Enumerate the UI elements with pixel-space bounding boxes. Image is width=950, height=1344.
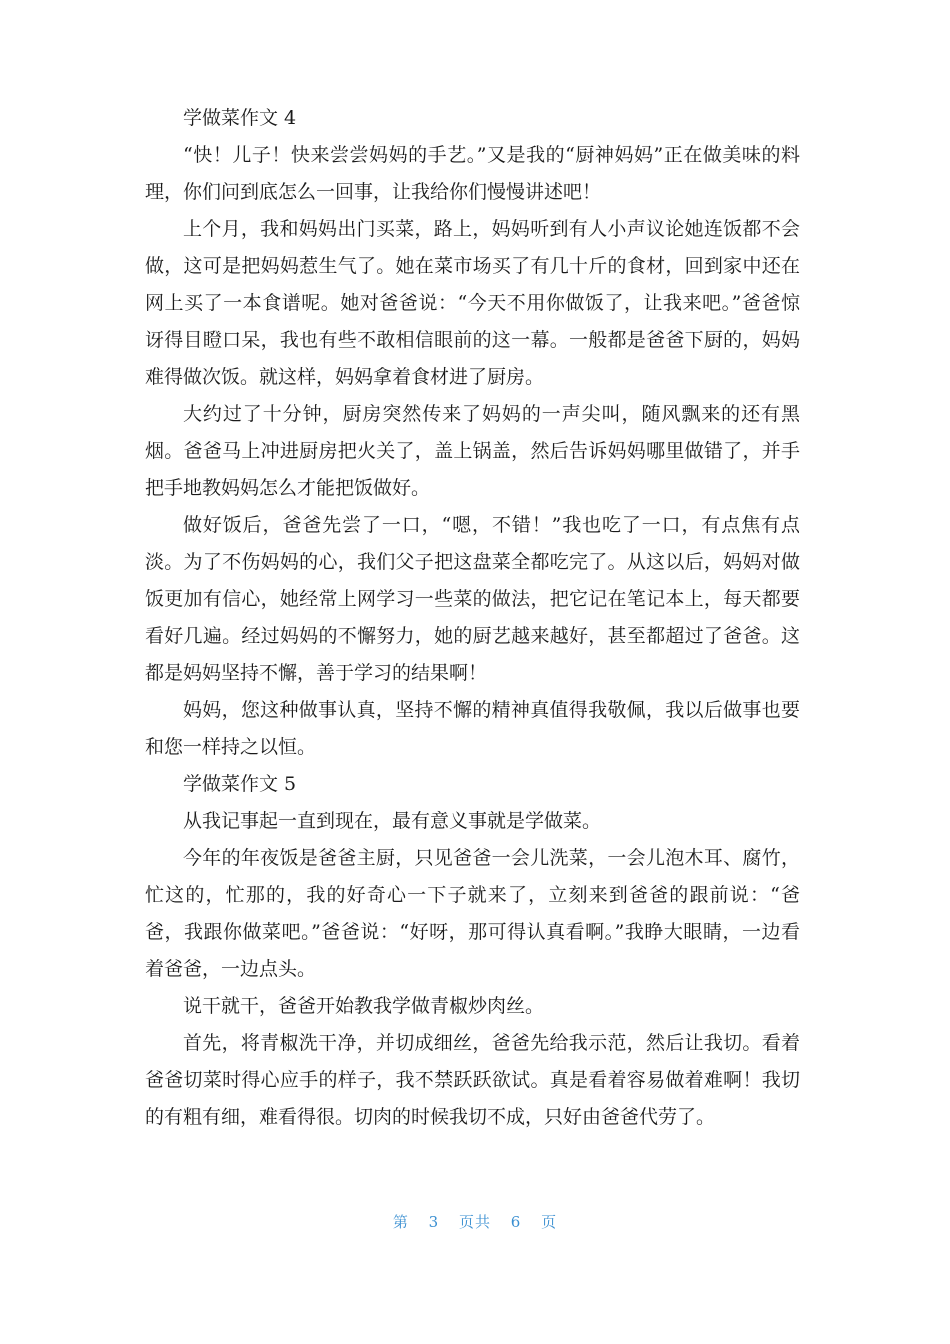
paragraph: 说干就干，爸爸开始教我学做青椒炒肉丝。 bbox=[183, 995, 545, 1017]
paragraph: 大约过了十分钟，厨房突然传来了妈妈的一声尖叫，随风飘来的还有黑烟。爸爸马上冲进厨房把火关了，盖上锅盖，然后告诉妈妈哪里做错了，并手把手地教妈妈怎么才能把饭做好。 bbox=[145, 403, 800, 499]
essay-5-heading: 学做菜作文 5 bbox=[183, 773, 297, 795]
paragraph: 妈妈，您这种做事认真，坚持不懈的精神真值得我敬佩，我以后做事也要和您一样持之以恒。 bbox=[145, 699, 800, 758]
essay-4-heading: 学做菜作文 4 bbox=[183, 107, 297, 129]
total-pages: 6 bbox=[510, 1213, 522, 1231]
document-body bbox=[145, 100, 800, 1136]
paragraph: 上个月，我和妈妈出门买菜，路上，妈妈听到有人小声议论她连饭都不会做，这可是把妈妈惹生气了。她在菜市场买了有几十斤的食材，回到家中还在网上买了一本食谱呢。她对爸爸说：“今天不用你做饭了，让我来吧。”爸爸惊讶得目瞪口呆，我也有些不敢相信眼前的这一幕。一般都是爸爸下厨的，妈妈难得做次饭。就这样，妈妈拿着食材进了厨房。 bbox=[145, 218, 800, 388]
page-footer bbox=[0, 1210, 950, 1234]
page-end-label: 页 bbox=[541, 1213, 558, 1231]
paragraph: 从我记事起一直到现在，最有意义事就是学做菜。 bbox=[183, 810, 602, 832]
paragraph: 今年的年夜饭是爸爸主厨，只见爸爸一会儿洗菜，一会儿泡木耳、腐竹，忙这的，忙那的，我的好奇心一下子就来了，立刻来到爸爸的跟前说：“爸爸，我跟你做菜吧。”爸爸说：“好呀，那可得认真看啊。”我睁大眼睛，一边看着爸爸，一边点头。 bbox=[145, 847, 800, 980]
paragraph: 做好饭后，爸爸先尝了一口，“嗯，不错！”我也吃了一口，有点焦有点淡。为了不伤妈妈的心，我们父子把这盘菜全都吃完了。从这以后，妈妈对做饭更加有信心，她经常上网学习一些菜的做法，把它记在笔记本上，每天都要看好几遍。经过妈妈的不懈努力，她的厨艺越来越好，甚至都超过了爸爸。这都是妈妈坚持不懈，善于学习的结果啊！ bbox=[145, 514, 800, 684]
page-number: 3 bbox=[428, 1213, 440, 1231]
paragraph: “快！儿子！快来尝尝妈妈的手艺。”又是我的“厨神妈妈”正在做美味的料理，你们问到底怎么一回事，让我给你们慢慢讲述吧！ bbox=[145, 144, 800, 203]
paragraph: 首先，将青椒洗干净，并切成细丝，爸爸先给我示范，然后让我切。看着爸爸切菜时得心应手的样子，我不禁跃跃欲试。真是看着容易做着难啊！我切的有粗有细，难看得很。切肉的时候我切不成，只好由爸爸代劳了。 bbox=[145, 1032, 800, 1128]
page-mid-label: 页共 bbox=[458, 1213, 491, 1231]
page-label: 第 bbox=[392, 1213, 409, 1231]
